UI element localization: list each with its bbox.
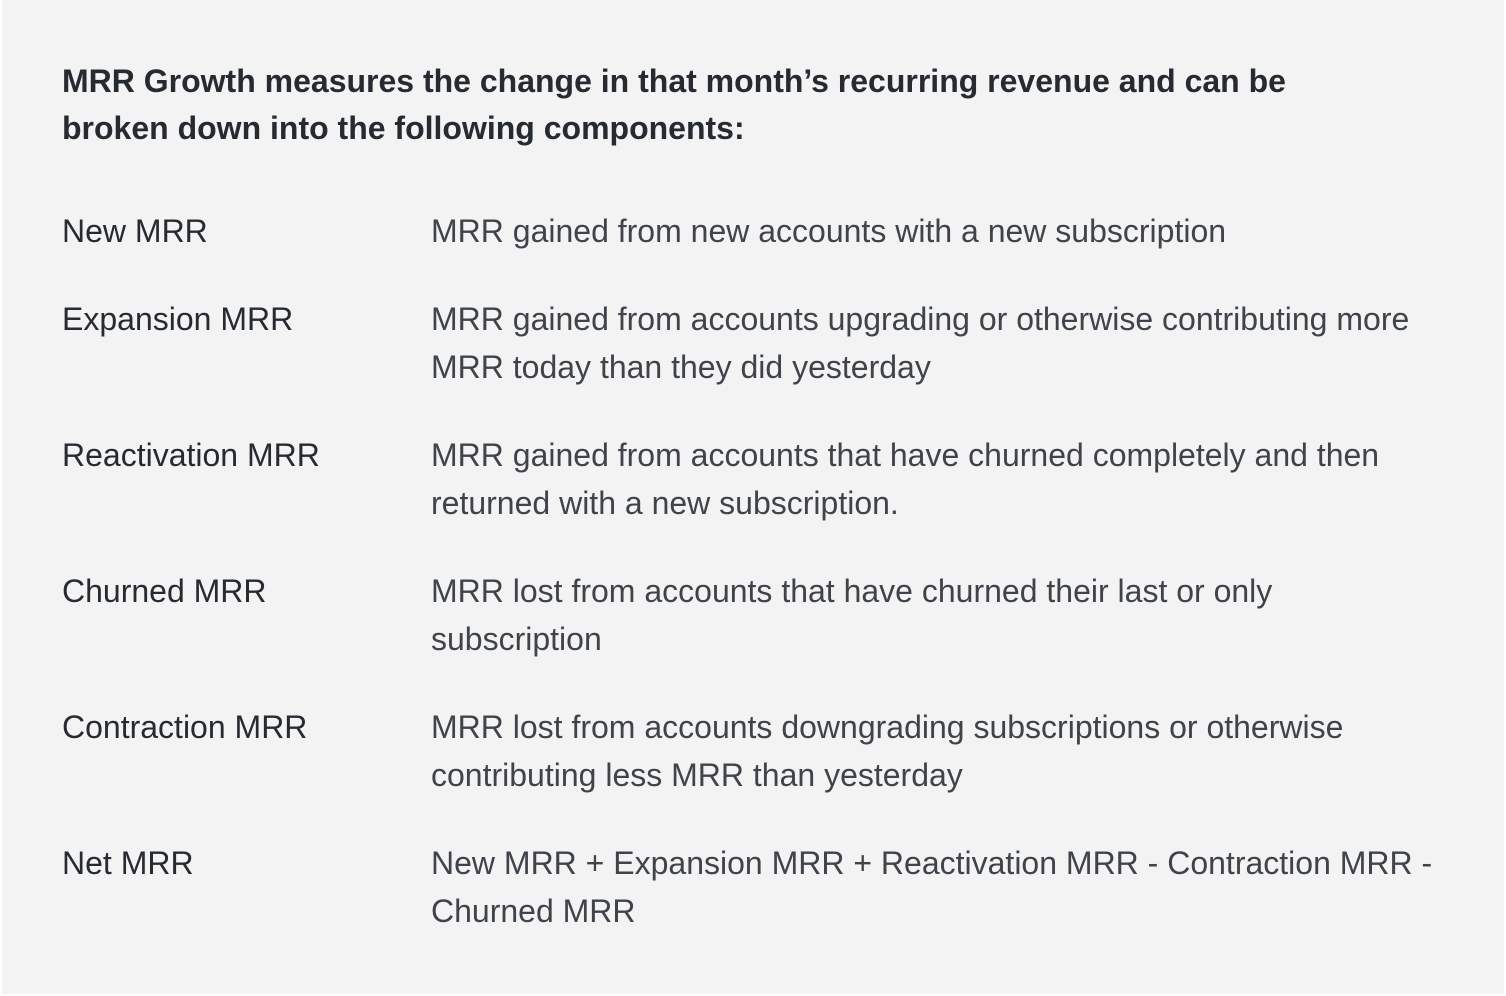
definition-term: Contraction MRR	[62, 709, 308, 745]
definitions-list	[62, 207, 1444, 935]
definition-description: MRR lost from accounts downgrading subscriptions or otherwise contributing less MRR than yesterday	[431, 709, 1344, 793]
definition-description: MRR gained from new accounts with a new subscription	[431, 213, 1227, 249]
definition-term: Reactivation MRR	[62, 437, 320, 473]
definition-row-reactivation-mrr	[62, 431, 1444, 527]
definition-row-churned-mrr	[62, 567, 1444, 663]
definition-description: MRR gained from accounts that have churned completely and then returned with a new subscription.	[431, 437, 1380, 521]
intro-paragraph: MRR Growth measures the change in that month’s recurring revenue and can be broken down into the following components:	[62, 63, 1286, 146]
mrr-definitions-card	[2, 0, 1504, 994]
definition-description: MRR lost from accounts that have churned their last or only subscription	[431, 573, 1273, 657]
definition-description: MRR gained from accounts upgrading or otherwise contributing more MRR today than they did yesterday	[431, 301, 1410, 385]
definition-term: New MRR	[62, 213, 208, 249]
definition-term: Net MRR	[62, 845, 194, 881]
definition-term: Expansion MRR	[62, 301, 294, 337]
definition-row-net-mrr	[62, 839, 1444, 935]
definition-description: New MRR + Expansion MRR + Reactivation MRR - Contraction MRR - Churned MRR	[431, 845, 1433, 929]
definition-row-contraction-mrr	[62, 703, 1444, 799]
definition-term: Churned MRR	[62, 573, 267, 609]
definition-row-new-mrr	[62, 207, 1444, 255]
definition-row-expansion-mrr	[62, 295, 1444, 391]
